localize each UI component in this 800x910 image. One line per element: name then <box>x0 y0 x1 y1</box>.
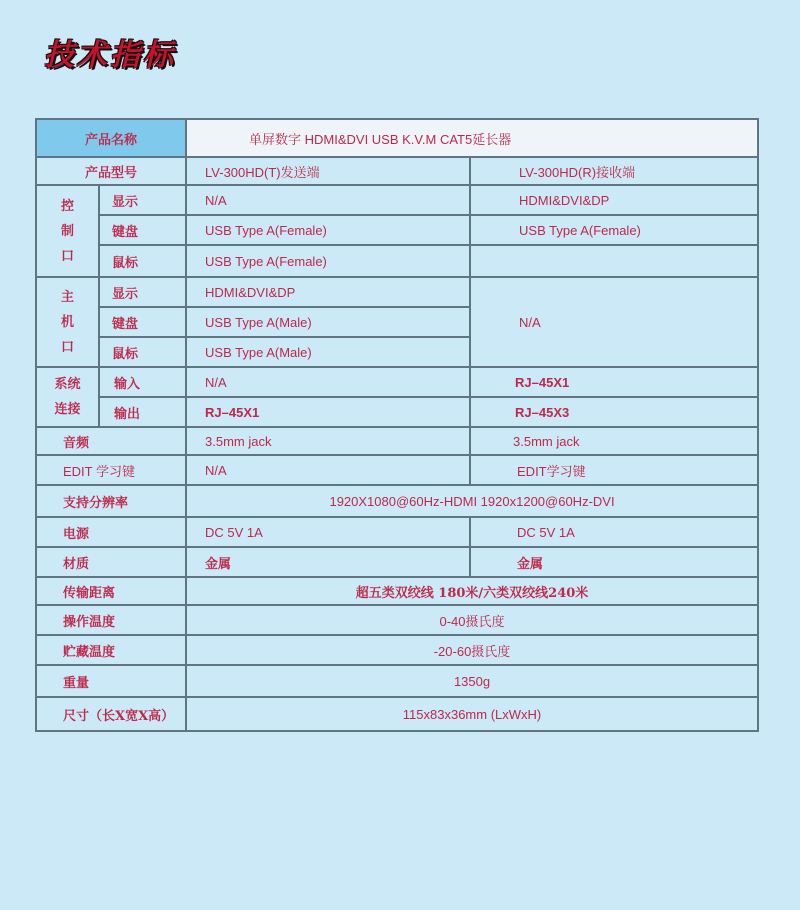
model-rx: LV-300HD(R)接收端 <box>470 157 758 185</box>
weight-value: 1350g <box>186 665 758 697</box>
row-product-name <box>36 119 758 157</box>
host-mouse-tx: USB Type A(Male) <box>186 337 470 367</box>
row-control-mouse <box>36 245 758 277</box>
control-mouse-label: 鼠标 <box>99 245 186 277</box>
edit-key-label: EDIT 学习键 <box>36 455 186 485</box>
op-temp-value: 0-40摄氏度 <box>186 605 758 635</box>
host-keyboard-tx: USB Type A(Male) <box>186 307 470 337</box>
weight-label: 重量 <box>36 665 186 697</box>
distance-value: 超五类双绞线 180米/六类双绞线240米 <box>186 577 758 605</box>
size-label: 尺寸（长X宽X高） <box>36 697 186 731</box>
row-audio <box>36 427 758 455</box>
system-link-group-label <box>36 367 99 427</box>
host-port-char: 主 <box>60 289 74 305</box>
power-label: 电源 <box>36 517 186 547</box>
link-output-label: 输出 <box>99 397 186 427</box>
op-temp-label: 操作温度 <box>36 605 186 635</box>
material-label: 材质 <box>36 547 186 577</box>
resolution-label: 支持分辨率 <box>36 485 186 517</box>
material-tx: 金属 <box>186 547 470 577</box>
control-keyboard-label: 键盘 <box>99 215 186 245</box>
control-display-tx: N/A <box>186 185 470 215</box>
page-title: 技术指标 <box>44 38 176 73</box>
system-link-char: 系统 <box>54 377 81 392</box>
edit-key-tx: N/A <box>186 455 470 485</box>
row-model <box>36 157 758 185</box>
control-port-group-label <box>36 185 99 277</box>
material-rx: 金属 <box>470 547 758 577</box>
row-resolution <box>36 485 758 517</box>
product-name-value: 单屏数字 HDMI&DVI USB K.V.M CAT5延长器 <box>186 119 758 157</box>
link-input-rx: RJ–45X1 <box>470 367 758 397</box>
control-mouse-rx <box>470 245 758 277</box>
row-edit-key <box>36 455 758 485</box>
row-weight <box>36 665 758 697</box>
control-keyboard-tx: USB Type A(Female) <box>186 215 470 245</box>
power-rx: DC 5V 1A <box>470 517 758 547</box>
row-power <box>36 517 758 547</box>
system-link-char: 连接 <box>54 402 81 417</box>
row-material <box>36 547 758 577</box>
host-port-rx: N/A <box>470 277 758 367</box>
control-mouse-tx: USB Type A(Female) <box>186 245 470 277</box>
link-output-tx: RJ–45X1 <box>186 397 470 427</box>
host-keyboard-label: 键盘 <box>99 307 186 337</box>
control-display-rx: HDMI&DVI&DP <box>470 185 758 215</box>
distance-label: 传输距离 <box>36 577 186 605</box>
control-port-char: 口 <box>60 248 74 264</box>
row-control-display <box>36 185 758 215</box>
model-tx: LV-300HD(T)发送端 <box>186 157 470 185</box>
edit-key-rx: EDIT学习键 <box>470 455 758 485</box>
control-port-char: 制 <box>60 223 74 239</box>
row-control-keyboard <box>36 215 758 245</box>
row-storage-temp <box>36 635 758 665</box>
host-port-group-label <box>36 277 99 367</box>
control-display-label: 显示 <box>99 185 186 215</box>
host-port-char: 机 <box>60 314 74 330</box>
host-mouse-label: 鼠标 <box>99 337 186 367</box>
row-distance <box>36 577 758 605</box>
control-keyboard-rx: USB Type A(Female) <box>470 215 758 245</box>
product-name-label: 产品名称 <box>36 119 186 157</box>
link-input-label: 输入 <box>99 367 186 397</box>
audio-tx: 3.5mm jack <box>186 427 470 455</box>
link-input-tx: N/A <box>186 367 470 397</box>
audio-label: 音频 <box>36 427 186 455</box>
host-display-label: 显示 <box>99 277 186 307</box>
control-port-char: 控 <box>60 198 74 214</box>
row-link-output <box>36 397 758 427</box>
host-port-char: 口 <box>60 339 74 355</box>
spec-table <box>35 118 759 732</box>
storage-temp-label: 贮藏温度 <box>36 635 186 665</box>
link-output-rx: RJ–45X3 <box>470 397 758 427</box>
row-host-display <box>36 277 758 307</box>
row-size <box>36 697 758 731</box>
size-value: 115x83x36mm (LxWxH) <box>186 697 758 731</box>
host-display-tx: HDMI&DVI&DP <box>186 277 470 307</box>
power-tx: DC 5V 1A <box>186 517 470 547</box>
model-label: 产品型号 <box>36 157 186 185</box>
audio-rx: 3.5mm jack <box>470 427 758 455</box>
resolution-value: 1920X1080@60Hz-HDMI 1920x1200@60Hz-DVI <box>186 485 758 517</box>
row-op-temp <box>36 605 758 635</box>
storage-temp-value: -20-60摄氏度 <box>186 635 758 665</box>
row-link-input <box>36 367 758 397</box>
